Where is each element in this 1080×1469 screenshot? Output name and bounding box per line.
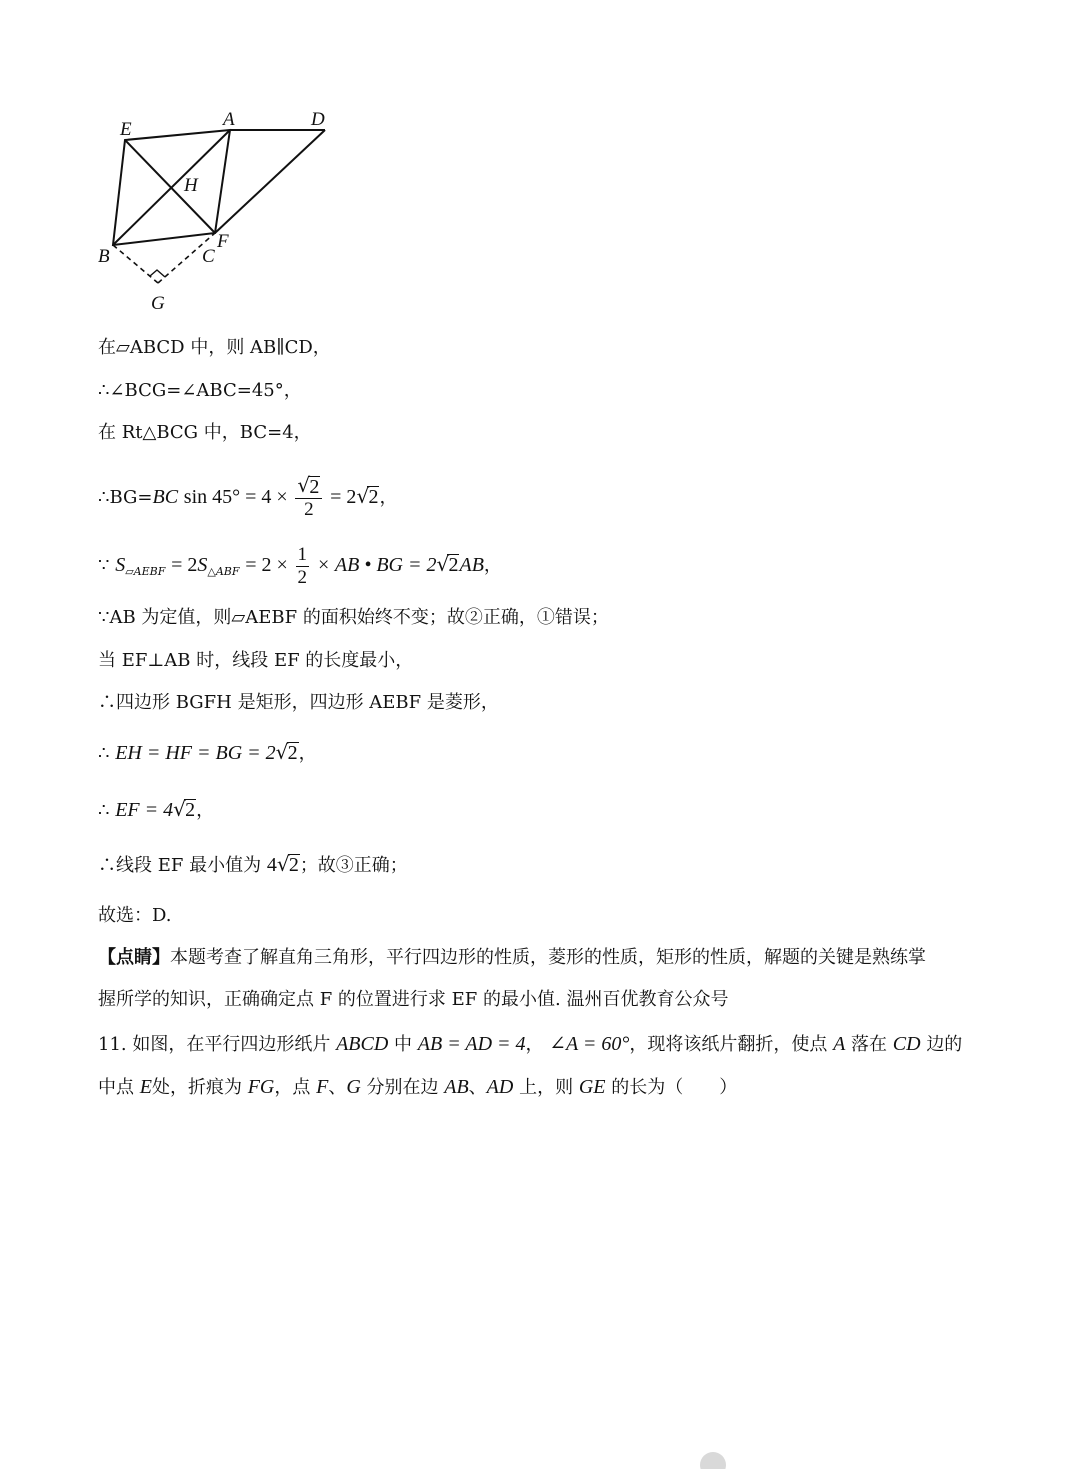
formula-line-bg: ∴BG=BC sin 45° = 4 × √ 2 2 = 2 √ 2， (98, 472, 998, 523)
text-line-8: ∴四边形 BGFH 是矩形，四边形 AEBF 是菱形， (98, 692, 499, 713)
question-11-line-1: 11. 如图，在平行四边形纸片 ABCD 中 AB = AD = 4， ∠A = 60°，现将该纸片翻折，使点 A 落在 CD 边的 (98, 1033, 963, 1055)
label-c: C (202, 246, 215, 267)
text-line-1: 在▱ABCD 中，则 AB∥CD， (98, 337, 331, 358)
watermark-logo (700, 1452, 1080, 1469)
label-d: D (311, 109, 325, 130)
label-h: H (184, 175, 198, 196)
label-a: A (223, 109, 235, 130)
label-f: F (217, 231, 229, 252)
fraction: $\frac{1}{2}$ (297, 543, 308, 588)
geometry-figure (90, 105, 350, 320)
comment-line-1: 【点睛】本题考查了解直角三角形，平行四边形的性质，菱形的性质，矩形的性质，解题的关键是熟练掌 (98, 947, 926, 968)
formula-line-area: ∵ $S_{▱AEBF} = 2S_{\triangle ABF} = 2$ × $\frac{1}{2}$ × AB • BG = 2 √ 2AB， (98, 540, 998, 597)
segment-dc (215, 130, 325, 233)
text-line-2: ∴∠BCG=∠ABC=45°， (98, 380, 302, 401)
formula-prefix: ∴BG= (98, 487, 153, 508)
right-angle-mark (150, 270, 165, 277)
text-line-3: 在 Rt△BCG 中，BC=4， (98, 422, 312, 443)
sqrt: √ 2 (436, 552, 459, 576)
comment-line-2: 握所学的知识，正确确定点 F 的位置进行求 EF 的最小值. 温州百优教育公众号 (98, 989, 729, 1010)
watermark-logo-icon (700, 1452, 726, 1469)
text-line-11: ∴线段 EF 最小值为 4 √ 2；故③正确； (98, 852, 408, 876)
segment-bg-dashed (113, 245, 158, 283)
sqrt: √ 2 (276, 852, 299, 876)
parallelogram-diagram (90, 105, 350, 320)
answer-line: 故选：D. (98, 905, 172, 926)
text-line-7: 当 EF⊥AB 时，线段 EF 的长度最小， (98, 650, 414, 671)
fraction: √ 2 2 (295, 476, 322, 521)
sqrt: √ 2 (356, 484, 379, 508)
text-line-6: ∵AB 为定值，则▱AEBF 的面积始终不变；故②正确，①错误； (98, 607, 609, 628)
formula-term: = 2 (330, 486, 357, 508)
sqrt: √ 2 (173, 797, 196, 821)
label-e: E (120, 119, 132, 140)
sqrt: √ 2 (275, 740, 298, 764)
comment-tag: 【点睛】 (98, 947, 170, 968)
formula-line-ef: ∴ EF = 4 √ 2， (98, 797, 215, 821)
formula-line-eh: ∴ EH = HF = BG = 2 √ 2， (98, 740, 317, 764)
question-11-line-2: 中点 E处，折痕为 FG，点 F、G 分别在边 AB、AD 上，则 GE 的长为（ ） (98, 1076, 738, 1098)
formula-term: sin 45° = 4 × (183, 486, 288, 508)
label-g: G (151, 293, 165, 314)
label-b: B (98, 246, 110, 267)
formula-term: BC (152, 486, 179, 508)
